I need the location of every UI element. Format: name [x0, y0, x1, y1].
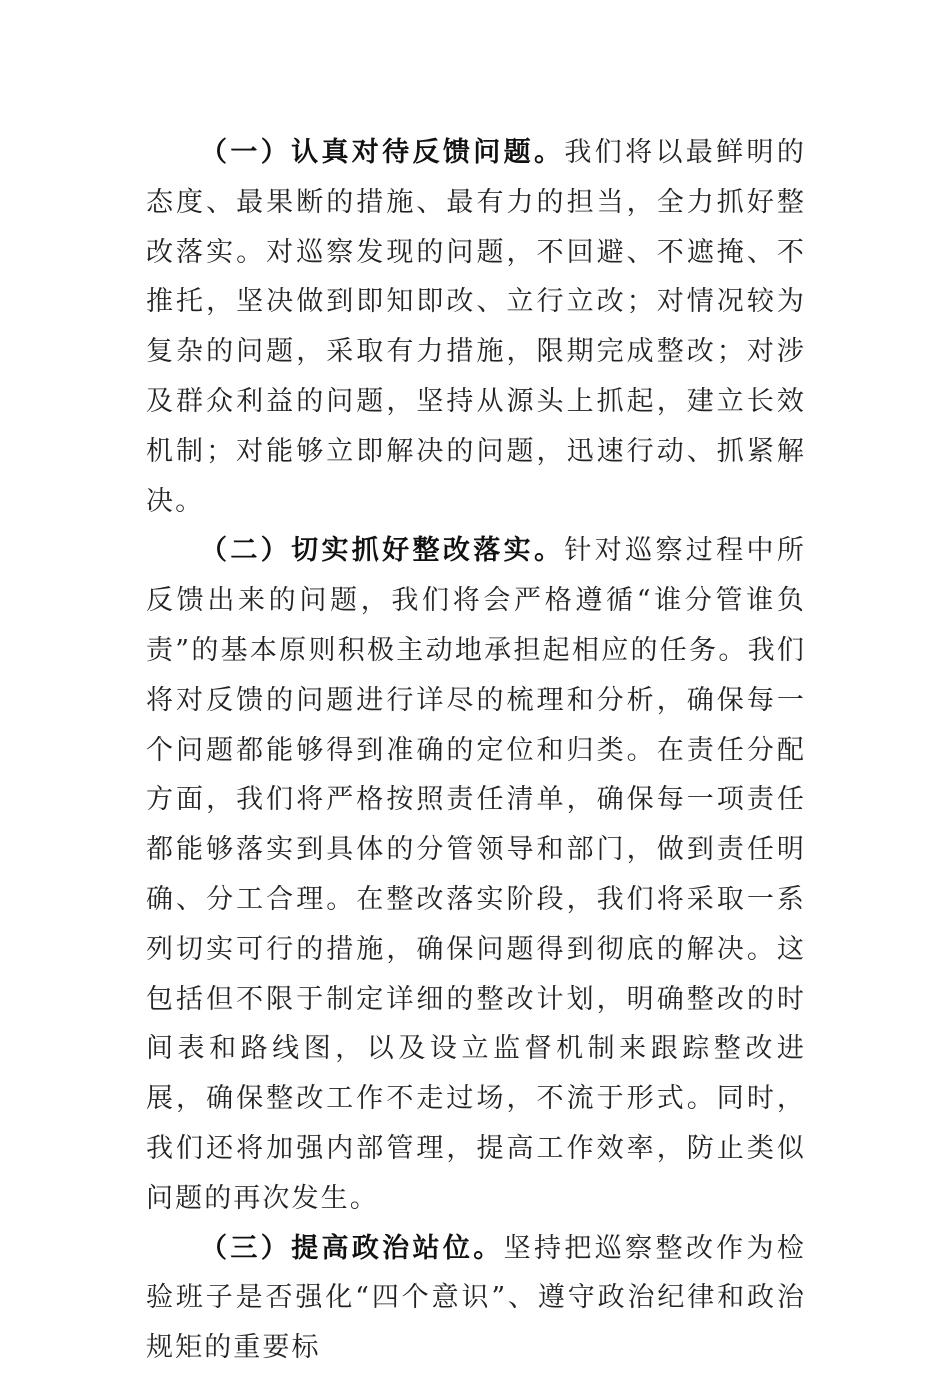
- paragraph-2-body: 针对巡察过程中所反馈出来的问题，我们将会严格遵循“谁分管谁负责”的基本原则积极主动地承担起相应的任务。我们将对反馈的问题进行详尽的梳理和分析，确保每一个问题都能够得到准确的定位和归类。在责任分配方面，我们将严格按照责任清单，确保每一项责任都能够落实到具体的分管领导和部门，做到责任明确、分工合理。在整改落实阶段，我们将采取一系列切实可行的措施，确保问题得到彻底的解决。这包括但不限于制定详细的整改计划，明确整改的时间表和路线图，以及设立监督机制来跟踪整改进展，确保整改工作不走过场，不流于形式。同时，我们还将加强内部管理，提高工作效率，防止类似问题的再次发生。: [146, 535, 806, 1214]
- paragraph-3-body: 坚持把巡察整改作为检验班子是否强化“四个意识”、遵守政治纪律和政治规矩的重要标: [146, 1232, 807, 1364]
- paragraph-2-heading: （二）切实抓好整改落实。: [200, 535, 565, 567]
- paragraph-1: [146, 128, 806, 526]
- paragraph-3: [146, 1224, 806, 1373]
- paragraph-3-heading: （三）提高政治站位。: [200, 1232, 504, 1264]
- paragraph-1-heading: （一）认真对待反馈问题。: [200, 137, 565, 168]
- paragraph-1-body: 我们将以最鲜明的态度、最果断的措施、最有力的担当，全力抓好整改落实。对巡察发现的问题，不回避、不遮掩、不推托，坚决做到即知即改、立行立改；对情况较为复杂的问题，采取有力措施，限期完成整改；对涉及群众利益的问题，坚持从源头上抓起，建立长效机制；对能够立即解决的问题，迅速行动、抓紧解决。: [146, 137, 806, 517]
- document-body: [146, 128, 806, 1373]
- paragraph-2: [146, 526, 806, 1223]
